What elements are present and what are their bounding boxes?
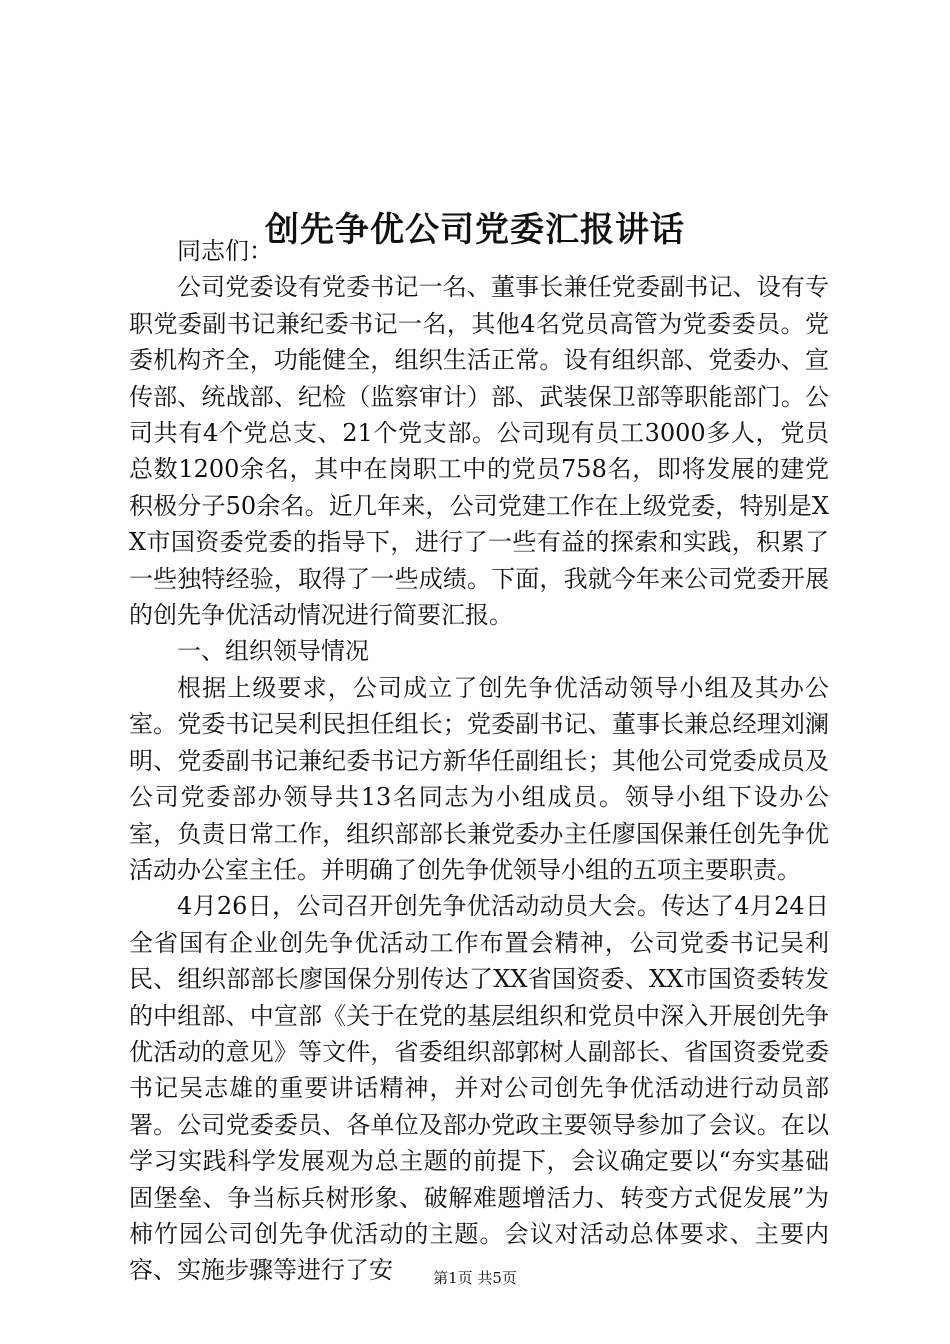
page-footer: 第1页 共5页 [433, 1269, 517, 1287]
document-body [129, 233, 829, 1289]
section-heading: 一、组织领导情况 [177, 637, 369, 666]
body-paragraph: 根据上级要求，公司成立了创先争优活动领导小组及其办公室。党委书记吴利民担任组长；党委副书记、董事长兼总经理刘澜明、党委副书记兼纪委书记方新华任副组长；其他公司党委成员及公司党委部办领导共13名同志为小组成员。领导小组下设办公室，负责日常工作，组织部部长兼党委办主任廖国保兼任创先争优活动办公室主任。并明确了创先争优领导小组的五项主要职责。 [129, 673, 829, 884]
body-paragraph: 4月26日，公司召开创先争优活动动员大会。传达了4月24日全省国有企业创先争优活动工作布置会精神，公司党委书记吴利民、组织部部长廖国保分别传达了XX省国资委、XX市国资委转发的中组部、中宣部《关于在党的基层组织和党员中深入开展创先争优活动的意见》等文件，省委组织部郭树人副部长、省国资委党委书记吴志雄的重要讲话精神，并对公司创先争优活动进行动员部署。公司党委委员、各单位及部办党政主要领导参加了会议。在以学习实践科学发展观为总主题的前提下，会议确定要以“夯实基础固堡垒、争当标兵树形象、破解难题增活力、转变方式促发展”为柿竹园公司创先争优活动的主题。会议对活动总体要求、主要内容、实施步骤等进行了安 [129, 892, 829, 1285]
document-title: 创先争优公司党委汇报讲话 [265, 209, 685, 250]
body-paragraph: 公司党委设有党委书记一名、董事长兼任党委副书记、设有专职党委副书记兼纪委书记一名，其他4名党员高管为党委委员。党委机构齐全，功能健全，组织生活正常。设有组织部、党委办、宣传部、统战部、纪检（监察审计）部、武装保卫部等职能部门。公司共有4个党总支、21个党支部。公司现有员工3000多人，党员总数1200余名，其中在岗职工中的党员758名，即将发展的建党积极分子50余名。近几年来，公司党建工作在上级党委，特别是XX市国资委党委的指导下，进行了一些有益的探索和实践，积累了一些独特经验，取得了一些成绩。下面，我就今年来公司党委开展的创先争优活动情况进行简要汇报。 [129, 273, 829, 630]
salutation-paragraph: 同志们： [177, 237, 273, 265]
